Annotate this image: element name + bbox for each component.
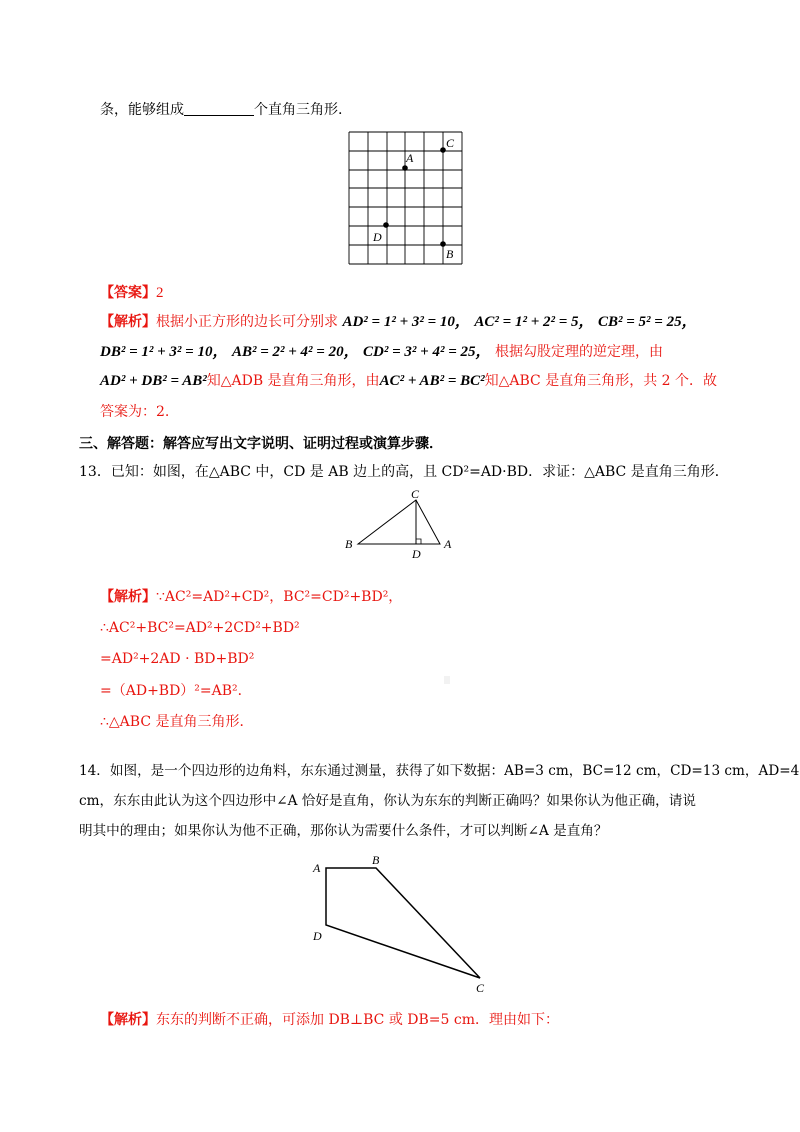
- q13-statement: 13．已知：如图，在△ABC 中，CD 是 AB 边上的高，且 CD²=AD·BD．求证：△ABC 是直角三角形．: [79, 464, 729, 480]
- answer-tag: 【答案】: [100, 285, 156, 301]
- scan-artifact: [444, 676, 450, 684]
- eq-sum2: AC² + AB² = BC²: [379, 373, 485, 389]
- label-b: B: [345, 537, 353, 551]
- analysis-tag: 【解析】: [100, 314, 156, 330]
- eq-ac2: AC² = 1² + 2² = 5，: [474, 314, 594, 330]
- q12-analysis-line-3: [100, 372, 717, 390]
- q12-text-line: [100, 101, 342, 119]
- point-a: [402, 165, 408, 171]
- q13-triangle-figure: [340, 488, 465, 560]
- label-b: B: [372, 853, 380, 867]
- label-a: A: [406, 151, 414, 165]
- analysis-text-1: 根据小正方形的边长可分别求: [156, 314, 338, 330]
- eq-ad2: AD² = 1² + 3² = 10，: [342, 314, 470, 330]
- section-3-heading: 三、解答题：解答应写出文字说明、证明过程或演算步骤．: [79, 436, 443, 452]
- q12-analysis-line-4: 答案为：2.: [100, 404, 170, 420]
- label-d: D: [412, 547, 421, 560]
- point-d: [383, 222, 389, 228]
- analysis-text-3a: 知△ADB 是直角三角形，由: [206, 373, 380, 389]
- eq-cb2: CB² = 5² = 25，: [598, 314, 697, 330]
- q13-proof-line-2: ∴AC²+BC²=AD²+2CD²+BD²: [100, 620, 300, 636]
- proof-1: ∵AC²=AD²+CD²，BC²=CD²+BD²，: [156, 589, 403, 605]
- label-c: C: [446, 136, 455, 150]
- q14-analysis: [100, 1011, 559, 1029]
- answer-value: 2: [156, 285, 164, 301]
- right-angle-mark: [416, 539, 421, 544]
- label-c: C: [411, 488, 420, 501]
- q13-proof-line-3: =AD²+2AD · BD+BD²: [100, 651, 255, 667]
- label-a: A: [444, 537, 452, 551]
- label-a: A: [313, 861, 321, 875]
- q12-line-pre: 条，能够组成: [100, 102, 184, 118]
- analysis-text-2: 根据勾股定理的逆定理，由: [494, 344, 663, 360]
- q13-proof-line-1: [100, 588, 402, 606]
- q12-line-post: 个直角三角形.: [254, 102, 343, 118]
- eq-sum1: AD² + DB² = AB²: [100, 373, 207, 389]
- q14-line-1: 14．如图，是一个四边形的边角料，东东通过测量，获得了如下数据：AB=3 cm，BC=12 cm，CD=13 cm，AD=4: [79, 763, 800, 779]
- q14-quadrilateral-figure: [310, 852, 495, 997]
- label-d: D: [373, 230, 382, 244]
- label-d: D: [313, 929, 322, 943]
- eq-ab2: AB² = 2² + 4² = 20，: [231, 344, 359, 360]
- q13-proof-line-5: ∴△ABC 是直角三角形．: [100, 714, 254, 730]
- q13-analysis-tag: 【解析】: [100, 589, 156, 605]
- q12-analysis-line-2: [100, 343, 663, 361]
- q14-analysis-tag: 【解析】: [100, 1012, 156, 1028]
- quadrilateral-abcd: [326, 868, 480, 978]
- point-c: [440, 147, 446, 153]
- eq-db2: DB² = 1² + 3² = 10，: [100, 344, 228, 360]
- q14-line-3: 明其中的理由；如果你认为他不正确，那你认为需要什么条件，才可以判断∠A 是直角？: [79, 823, 608, 839]
- label-b: B: [446, 247, 454, 261]
- q12-analysis-line-1: [100, 313, 697, 331]
- triangle-abc: [358, 500, 440, 544]
- answer-blank: [184, 101, 254, 116]
- q14-analysis-text: 东东的判断不正确，可添加 DB⊥BC 或 DB=5 cm．理由如下：: [156, 1012, 560, 1028]
- analysis-text-3b: 知△ABC 是直角三角形，共 2 个．故: [484, 373, 718, 389]
- label-c: C: [476, 981, 485, 995]
- point-b: [440, 241, 446, 247]
- q14-line-2: cm，东东由此认为这个四边形中∠A 恰好是直角，你认为东东的判断正确吗？如果你认为他正确，请说: [79, 793, 696, 809]
- q12-answer: [100, 284, 164, 302]
- eq-cd2: CD² = 3² + 4² = 25，: [363, 344, 491, 360]
- q12-grid-figure: [345, 128, 470, 268]
- q13-proof-line-4: =（AD+BD）²=AB²．: [100, 683, 252, 699]
